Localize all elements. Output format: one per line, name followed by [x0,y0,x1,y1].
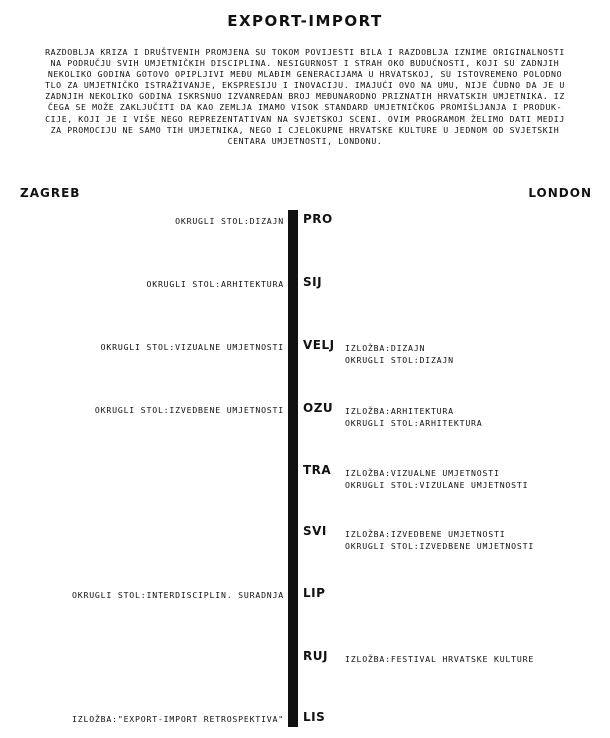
month-label: LIP [303,586,326,600]
zagreb-event: OKRUGLI STOL:VIZUALNE UMJETNOSTI [100,342,284,352]
zagreb-event: OKRUGLI STOL:INTERDISCIPLIN. SURADNJA [72,590,284,600]
city-london-heading: LONDON [528,186,592,200]
timeline-row [0,465,610,495]
timeline-row [0,526,610,556]
london-events [345,342,454,366]
london-event: IZLOŽBA:VIZUALNE UMJETNOSTI [345,468,500,478]
month-label: VELJ [303,338,335,352]
month-label: OZU [303,401,334,415]
london-event: OKRUGLI STOL:IZVEDBENE UMJETNOSTI [345,541,535,551]
page-title: EXPORT-IMPORT [227,12,383,30]
london-event: IZLOŽBA:FESTIVAL HRVATSKE KULTURE [345,654,535,664]
month-label: PRO [303,212,333,226]
intro-paragraph: RAZDOBLJA KRIZA I DRUŠTVENIH PROMJENA SU TOKOM POVIJESTI BILA I RAZDOBLJA IZNIME ORIGINALNOSTI NA PODRUČJU SVIH UMJETNIČKIH DISCIPLINA. NESIGURNOST I STRAH OKO BUDUĆNOSTI, KOJI SU ZADNJIH NEKOLIKO GODINA GOTOVO OPIPLJIVI MEĐU MLAĐIM GENERACIJAMA U HRVATSKOJ, SU ISTOVREMENO POLODNO TLO ZA UMJETNIČKO ISTRAŽIVANJE, EKSPRESIJU I INOVACIJU. IMAJUĆI OVO NA UMU, NIJE ČUDNO DA JE U ZADNJIH NEKOLIKO GODINA ISKRSNUO IZVANREDAN BROJ MEĐUNARODNO PRIZNATIH HRVATSKIH UMJETNIKA. IZ ČEGA SE MOŽE ZAKLJUČITI DA KAO ZEMLJA IMAMO VISOK STANDARD UMJETNIČKOG PROMIŠLJANJA I PRODUK- CIJE, KOJI JE I VIŠE NEGO REPREZENTATIVAN NA SVJETSKOJ SCENI. OVIM PROGRAMOM ŽELIMO DATI MEDIJ ZA PROMOCIJU NE SAMO TIH UMJETNIKA, NEGO I CJELOKUPNE HRVATSKE KULTURE U JEDNOM OD SVJETSKIH CENTARA UMJETNOSTI, LONDONU. [45,47,565,146]
month-label: SVI [303,524,327,538]
london-events [345,528,534,552]
timeline-row [0,214,610,244]
zagreb-event: OKRUGLI STOL:DIZAJN [175,216,284,226]
timeline-row [0,403,610,433]
london-events [345,467,528,491]
zagreb-event: OKRUGLI STOL:IZVEDBENE UMJETNOSTI [94,405,284,415]
month-label: RUJ [303,649,328,663]
city-zagreb-heading: ZAGREB [20,186,81,200]
timeline-row [0,712,610,738]
zagreb-event: OKRUGLI STOL:ARHITEKTURA [146,279,284,289]
london-events [345,653,534,665]
london-events [345,405,483,429]
london-event: IZLOŽBA:ARHITEKTURA [345,406,454,416]
london-event: OKRUGLI STOL:VIZULANE UMJETNOSTI [345,480,529,490]
london-event: IZLOŽBA:DIZAJN [345,343,426,353]
month-label: SIJ [303,275,323,289]
month-label: LIS [303,710,326,724]
zagreb-event: IZLOŽBA:"EXPORT-IMPORT RETROSPEKTIVA" [72,714,284,724]
month-label: TRA [303,463,332,477]
timeline-row [0,277,610,307]
timeline-row [0,340,610,370]
london-event: OKRUGLI STOL:ARHITEKTURA [345,418,483,428]
timeline-row [0,651,610,681]
timeline-row [0,588,610,618]
london-event: OKRUGLI STOL:DIZAJN [345,355,454,365]
london-event: IZLOŽBA:IZVEDBENE UMJETNOSTI [345,529,506,539]
